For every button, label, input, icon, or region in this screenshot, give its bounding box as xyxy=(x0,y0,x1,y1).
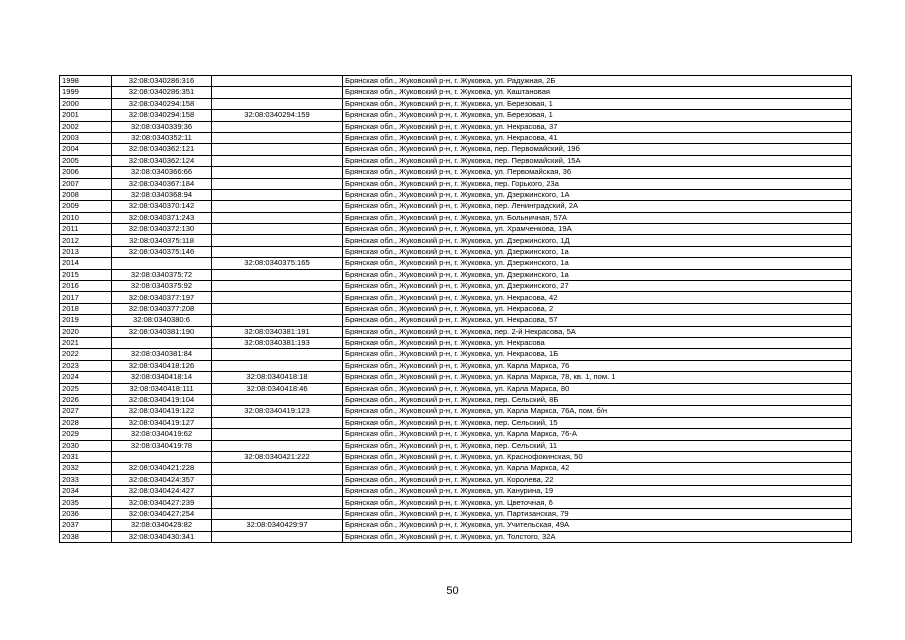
related-cadastral-number-cell xyxy=(212,508,343,519)
related-cadastral-number-cell xyxy=(212,429,343,440)
table-row xyxy=(60,417,852,428)
cadastral-number-cell: 32:08:0340419:62 xyxy=(112,429,212,440)
row-number-cell: 2027 xyxy=(60,406,112,417)
row-number-cell: 2014 xyxy=(60,258,112,269)
address-cell: Брянская обл., Жуковский р-н, г. Жуковка, пер. Первомайский, 15А xyxy=(343,155,852,166)
address-cell: Брянская обл., Жуковский р-н, г. Жуковка, пер. Сельский, 11 xyxy=(343,440,852,451)
row-number-cell: 2010 xyxy=(60,212,112,223)
cadastral-number-cell: 32:08:0340371:243 xyxy=(112,212,212,223)
cadastral-number-cell: 32:08:0340377:208 xyxy=(112,303,212,314)
cadastral-number-cell: 32:08:0340375:72 xyxy=(112,269,212,280)
related-cadastral-number-cell: 32:08:0340421:222 xyxy=(212,451,343,462)
related-cadastral-number-cell xyxy=(212,155,343,166)
address-cell: Брянская обл., Жуковский р-н, г. Жуковка, ул. Некрасова, 57 xyxy=(343,315,852,326)
table-row xyxy=(60,76,852,87)
cadastral-number-cell: 32:08:0340381:190 xyxy=(112,326,212,337)
cadastral-number-cell xyxy=(112,258,212,269)
table-row xyxy=(60,463,852,474)
address-cell: Брянская обл., Жуковский р-н, г. Жуковка, ул. Королева, 22 xyxy=(343,474,852,485)
address-cell: Брянская обл., Жуковский р-н, г. Жуковка, ул. Дзержинского, 1А xyxy=(343,189,852,200)
table-row xyxy=(60,451,852,462)
table-row xyxy=(60,132,852,143)
row-number-cell: 2019 xyxy=(60,315,112,326)
register-table xyxy=(59,75,852,543)
address-cell: Брянская обл., Жуковский р-н, г. Жуковка, ул. Дзержинского, 1а xyxy=(343,269,852,280)
table-row xyxy=(60,360,852,371)
row-number-cell: 2000 xyxy=(60,98,112,109)
address-cell: Брянская обл., Жуковский р-н, г. Жуковка, ул. Каштановая xyxy=(343,87,852,98)
table-row xyxy=(60,281,852,292)
address-cell: Брянская обл., Жуковский р-н, г. Жуковка, ул. Дзержинского, 1а xyxy=(343,258,852,269)
cadastral-number-cell: 32:08:0340372:130 xyxy=(112,224,212,235)
table-row xyxy=(60,520,852,531)
address-cell: Брянская обл., Жуковский р-н, г. Жуковка, ул. Некрасова, 1Б xyxy=(343,349,852,360)
row-number-cell: 2032 xyxy=(60,463,112,474)
related-cadastral-number-cell xyxy=(212,463,343,474)
row-number-cell: 2020 xyxy=(60,326,112,337)
address-cell: Брянская обл., Жуковский р-н, г. Жуковка, ул. Карла Маркса, 80 xyxy=(343,383,852,394)
related-cadastral-number-cell: 32:08:0340419:123 xyxy=(212,406,343,417)
related-cadastral-number-cell xyxy=(212,440,343,451)
cadastral-number-cell: 32:08:0340375:146 xyxy=(112,246,212,257)
related-cadastral-number-cell: 32:08:0340375:165 xyxy=(212,258,343,269)
table-row xyxy=(60,326,852,337)
address-cell: Брянская обл., Жуковский р-н, г. Жуковка, ул. Учительская, 49А xyxy=(343,520,852,531)
cadastral-number-cell: 32:08:0340427:254 xyxy=(112,508,212,519)
cadastral-number-cell: 32:08:0340427:239 xyxy=(112,497,212,508)
cadastral-number-cell xyxy=(112,337,212,348)
row-number-cell: 1999 xyxy=(60,87,112,98)
cadastral-number-cell: 32:08:0340418:14 xyxy=(112,372,212,383)
related-cadastral-number-cell xyxy=(212,281,343,292)
table-row xyxy=(60,474,852,485)
cadastral-number-cell: 32:08:0340370:142 xyxy=(112,201,212,212)
related-cadastral-number-cell xyxy=(212,360,343,371)
table-row xyxy=(60,497,852,508)
related-cadastral-number-cell: 32:08:0340294:159 xyxy=(212,110,343,121)
row-number-cell: 2021 xyxy=(60,337,112,348)
cadastral-number-cell: 32:08:0340419:122 xyxy=(112,406,212,417)
table-row xyxy=(60,406,852,417)
cadastral-number-cell: 32:08:0340362:121 xyxy=(112,144,212,155)
table-row xyxy=(60,98,852,109)
address-cell: Брянская обл., Жуковский р-н, г. Жуковка, ул. Радужная, 2Б xyxy=(343,76,852,87)
table-row xyxy=(60,372,852,383)
row-number-cell: 1998 xyxy=(60,76,112,87)
related-cadastral-number-cell: 32:08:0340381:191 xyxy=(212,326,343,337)
related-cadastral-number-cell xyxy=(212,303,343,314)
cadastral-number-cell: 32:08:0340352:11 xyxy=(112,132,212,143)
cadastral-number-cell xyxy=(112,451,212,462)
address-cell: Брянская обл., Жуковский р-н, г. Жуковка, ул. Березовая, 1 xyxy=(343,110,852,121)
table-row xyxy=(60,87,852,98)
row-number-cell: 2003 xyxy=(60,132,112,143)
table-row xyxy=(60,246,852,257)
table-row xyxy=(60,212,852,223)
row-number-cell: 2031 xyxy=(60,451,112,462)
address-cell: Брянская обл., Жуковский р-н, г. Жуковка, пер. Ленинградский, 2А xyxy=(343,201,852,212)
table-row xyxy=(60,315,852,326)
row-number-cell: 2033 xyxy=(60,474,112,485)
cadastral-number-cell: 32:08:0340366:66 xyxy=(112,167,212,178)
address-cell: Брянская обл., Жуковский р-н, г. Жуковка, ул. Карла Маркса, 78, кв. 1, пом. 1 xyxy=(343,372,852,383)
address-cell: Брянская обл., Жуковский р-н, г. Жуковка, ул. Больничная, 57А xyxy=(343,212,852,223)
row-number-cell: 2023 xyxy=(60,360,112,371)
row-number-cell: 2015 xyxy=(60,269,112,280)
related-cadastral-number-cell xyxy=(212,531,343,542)
address-cell: Брянская обл., Жуковский р-н, г. Жуковка, пер. Сельский, 15 xyxy=(343,417,852,428)
register-table-body xyxy=(60,76,852,543)
cadastral-number-cell: 32:08:0340418:111 xyxy=(112,383,212,394)
related-cadastral-number-cell: 32:08:0340381:193 xyxy=(212,337,343,348)
related-cadastral-number-cell xyxy=(212,349,343,360)
table-row xyxy=(60,224,852,235)
row-number-cell: 2001 xyxy=(60,110,112,121)
cadastral-number-cell: 32:08:0340368:94 xyxy=(112,189,212,200)
table-row xyxy=(60,155,852,166)
address-cell: Брянская обл., Жуковский р-н, г. Жуковка, ул. Дзержинского, 1а xyxy=(343,246,852,257)
address-cell: Брянская обл., Жуковский р-н, г. Жуковка, ул. Цветочная, 6 xyxy=(343,497,852,508)
row-number-cell: 2026 xyxy=(60,394,112,405)
row-number-cell: 2034 xyxy=(60,486,112,497)
related-cadastral-number-cell xyxy=(212,87,343,98)
table-row xyxy=(60,110,852,121)
cadastral-number-cell: 32:08:0340430:341 xyxy=(112,531,212,542)
related-cadastral-number-cell xyxy=(212,269,343,280)
cadastral-number-cell: 32:08:0340424:357 xyxy=(112,474,212,485)
cadastral-number-cell: 32:08:0340421:228 xyxy=(112,463,212,474)
related-cadastral-number-cell xyxy=(212,417,343,428)
address-cell: Брянская обл., Жуковский р-н, г. Жуковка, ул. Краснофокинская, 50 xyxy=(343,451,852,462)
cadastral-number-cell: 32:08:0340419:104 xyxy=(112,394,212,405)
row-number-cell: 2004 xyxy=(60,144,112,155)
related-cadastral-number-cell xyxy=(212,486,343,497)
address-cell: Брянская обл., Жуковский р-н, г. Жуковка, ул. Карла Маркса, 76А, пом. б/н xyxy=(343,406,852,417)
related-cadastral-number-cell xyxy=(212,167,343,178)
table-row xyxy=(60,486,852,497)
related-cadastral-number-cell xyxy=(212,394,343,405)
table-row xyxy=(60,235,852,246)
row-number-cell: 2006 xyxy=(60,167,112,178)
row-number-cell: 2024 xyxy=(60,372,112,383)
table-row xyxy=(60,189,852,200)
page-number: 50 xyxy=(446,585,459,597)
address-cell: Брянская обл., Жуковский р-н, г. Жуковка, ул. Некрасова, 2 xyxy=(343,303,852,314)
table-row xyxy=(60,349,852,360)
row-number-cell: 2009 xyxy=(60,201,112,212)
address-cell: Брянская обл., Жуковский р-н, г. Жуковка, пер. Горького, 23а xyxy=(343,178,852,189)
cadastral-number-cell: 32:08:0340424:427 xyxy=(112,486,212,497)
related-cadastral-number-cell xyxy=(212,235,343,246)
row-number-cell: 2028 xyxy=(60,417,112,428)
row-number-cell: 2008 xyxy=(60,189,112,200)
related-cadastral-number-cell xyxy=(212,212,343,223)
row-number-cell: 2007 xyxy=(60,178,112,189)
cadastral-number-cell: 32:08:0340367:184 xyxy=(112,178,212,189)
table-row xyxy=(60,167,852,178)
row-number-cell: 2037 xyxy=(60,520,112,531)
table-row xyxy=(60,121,852,132)
cadastral-number-cell: 32:08:0340294:158 xyxy=(112,98,212,109)
cadastral-number-cell: 32:08:0340294:158 xyxy=(112,110,212,121)
related-cadastral-number-cell xyxy=(212,246,343,257)
address-cell: Брянская обл., Жуковский р-н, г. Жуковка, пер. Первомайский, 19б xyxy=(343,144,852,155)
table-row xyxy=(60,144,852,155)
cadastral-number-cell: 32:08:0340377:197 xyxy=(112,292,212,303)
table-row xyxy=(60,269,852,280)
related-cadastral-number-cell xyxy=(212,497,343,508)
table-row xyxy=(60,508,852,519)
address-cell: Брянская обл., Жуковский р-н, г. Жуковка, ул. Храмченкова, 19А xyxy=(343,224,852,235)
address-cell: Брянская обл., Жуковский р-н, г. Жуковка, ул. Первомайская, 36 xyxy=(343,167,852,178)
row-number-cell: 2036 xyxy=(60,508,112,519)
related-cadastral-number-cell: 32:08:0340418:46 xyxy=(212,383,343,394)
address-cell: Брянская обл., Жуковский р-н, г. Жуковка, ул. Дзержинского, 1Д xyxy=(343,235,852,246)
row-number-cell: 2035 xyxy=(60,497,112,508)
cadastral-number-cell: 32:08:0340419:78 xyxy=(112,440,212,451)
table-row xyxy=(60,292,852,303)
cadastral-number-cell: 32:08:0340418:126 xyxy=(112,360,212,371)
row-number-cell: 2029 xyxy=(60,429,112,440)
related-cadastral-number-cell xyxy=(212,178,343,189)
row-number-cell: 2016 xyxy=(60,281,112,292)
related-cadastral-number-cell xyxy=(212,315,343,326)
cadastral-number-cell: 32:08:0340380:6 xyxy=(112,315,212,326)
row-number-cell: 2030 xyxy=(60,440,112,451)
related-cadastral-number-cell: 32:08:0340429:97 xyxy=(212,520,343,531)
row-number-cell: 2038 xyxy=(60,531,112,542)
address-cell: Брянская обл., Жуковский р-н, г. Жуковка, ул. Некрасова, 42 xyxy=(343,292,852,303)
table-row xyxy=(60,303,852,314)
cadastral-number-cell: 32:08:0340362:124 xyxy=(112,155,212,166)
row-number-cell: 2013 xyxy=(60,246,112,257)
address-cell: Брянская обл., Жуковский р-н, г. Жуковка, ул. Некрасова xyxy=(343,337,852,348)
cadastral-number-cell: 32:08:0340419:127 xyxy=(112,417,212,428)
cadastral-number-cell: 32:08:0340375:92 xyxy=(112,281,212,292)
row-number-cell: 2002 xyxy=(60,121,112,132)
cadastral-number-cell: 32:08:0340381:84 xyxy=(112,349,212,360)
related-cadastral-number-cell xyxy=(212,201,343,212)
table-row xyxy=(60,440,852,451)
related-cadastral-number-cell xyxy=(212,292,343,303)
address-cell: Брянская обл., Жуковский р-н, г. Жуковка, ул. Канурина, 19 xyxy=(343,486,852,497)
cadastral-number-cell: 32:08:0340429:82 xyxy=(112,520,212,531)
table-row xyxy=(60,531,852,542)
related-cadastral-number-cell xyxy=(212,224,343,235)
address-cell: Брянская обл., Жуковский р-н, г. Жуковка, ул. Дзержинского, 27 xyxy=(343,281,852,292)
related-cadastral-number-cell xyxy=(212,121,343,132)
related-cadastral-number-cell xyxy=(212,189,343,200)
address-cell: Брянская обл., Жуковский р-н, г. Жуковка, ул. Карла Маркса, 76-А xyxy=(343,429,852,440)
related-cadastral-number-cell xyxy=(212,76,343,87)
row-number-cell: 2011 xyxy=(60,224,112,235)
table-row xyxy=(60,337,852,348)
table-row xyxy=(60,383,852,394)
address-cell: Брянская обл., Жуковский р-н, г. Жуковка, ул. Некрасова, 37 xyxy=(343,121,852,132)
row-number-cell: 2018 xyxy=(60,303,112,314)
table-row xyxy=(60,429,852,440)
row-number-cell: 2022 xyxy=(60,349,112,360)
related-cadastral-number-cell xyxy=(212,474,343,485)
address-cell: Брянская обл., Жуковский р-н, г. Жуковка, пер. Сельский, 8Б xyxy=(343,394,852,405)
row-number-cell: 2025 xyxy=(60,383,112,394)
related-cadastral-number-cell: 32:08:0340418:18 xyxy=(212,372,343,383)
address-cell: Брянская обл., Жуковский р-н, г. Жуковка, ул. Некрасова, 41 xyxy=(343,132,852,143)
cadastral-number-cell: 32:08:0340375:118 xyxy=(112,235,212,246)
related-cadastral-number-cell xyxy=(212,144,343,155)
row-number-cell: 2017 xyxy=(60,292,112,303)
cadastral-number-cell: 32:08:0340286:316 xyxy=(112,76,212,87)
table-row xyxy=(60,178,852,189)
cadastral-number-cell: 32:08:0340339:36 xyxy=(112,121,212,132)
cadastral-number-cell: 32:08:0340286:351 xyxy=(112,87,212,98)
related-cadastral-number-cell xyxy=(212,98,343,109)
table-row xyxy=(60,258,852,269)
related-cadastral-number-cell xyxy=(212,132,343,143)
row-number-cell: 2005 xyxy=(60,155,112,166)
address-cell: Брянская обл., Жуковский р-н, г. Жуковка, ул. Березовая, 1 xyxy=(343,98,852,109)
table-row xyxy=(60,201,852,212)
address-cell: Брянская обл., Жуковский р-н, г. Жуковка, ул. Карла Маркса, 76 xyxy=(343,360,852,371)
address-cell: Брянская обл., Жуковский р-н, г. Жуковка, ул. Толстого, 32А xyxy=(343,531,852,542)
row-number-cell: 2012 xyxy=(60,235,112,246)
address-cell: Брянская обл., Жуковский р-н, г. Жуковка, ул. Партизанская, 79 xyxy=(343,508,852,519)
address-cell: Брянская обл., Жуковский р-н, г. Жуковка, ул. Карла Маркса, 42 xyxy=(343,463,852,474)
address-cell: Брянская обл., Жуковский р-н, г. Жуковка, пер. 2-й Некрасова, 5А xyxy=(343,326,852,337)
table-row xyxy=(60,394,852,405)
